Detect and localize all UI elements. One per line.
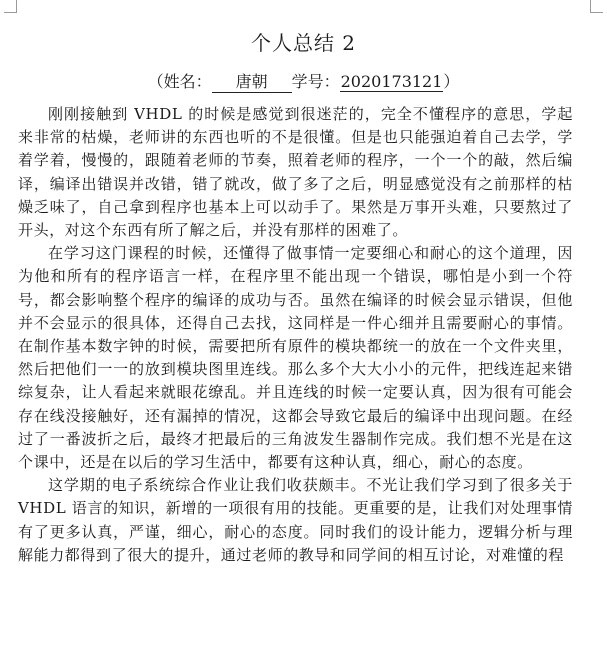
document-body [18, 103, 573, 567]
name-value: 唐朝 [212, 69, 292, 93]
info-close-paren: ） [443, 72, 460, 91]
paragraph-1: 刚刚接触到 VHDL 的时候是感觉到很迷茫的，完全不懂程序的意思，学起来非常的枯燥，老师讲的东西也听的不是很懂。但是也只能强迫着自己去学，学着学着，慢慢的，跟随着老师的节奏，照着老师的程序，一个一个的敲，然后编译，编译出错误并改错，错了就改，做了多了之后，明显感觉没有之前那样的枯燥乏味了，自己拿到程序也基本上可以动手了。果然是万事开头难，只要熬过了开头，对这个东西有所了解之后，并没有那样的困难了。 [18, 105, 573, 240]
student-id-value: 2020173121 [340, 72, 443, 91]
student-id-label: 学号： [291, 72, 340, 91]
page-corner-mark-left [4, 0, 17, 13]
paragraph-2: 在学习这门课程的时候，还懂得了做事情一定要细心和耐心的这个道理，因为他和所有的程序语言一样，在程序里不能出现一个错误，哪怕是小到一个符号，都会影响整个程序的编译的成功与否。虽然在编译的时候会显示错误，但他并不会显示的很具体，还得自己去找，这同样是一件心细并且需要耐心的事情。在制作基本数字钟的时候，需要把所有原件的模块都统一的放在一个文件夹里，然后把他们一一的放到模块图里连线。那么多个大大小小的元件，把线连起来错综复杂，让人看起来就眼花缭乱。并且连线的时候一定要认真，因为很有可能会存在线没接触好，还有漏掉的情况，这都会导致它最后的编译中出现问题。在经过了一番波折之后，最终才把最后的三角波发生器制作完成。我们想不光是在这个课中，还是在以后的学习生活中，都要有这种认真，细心，耐心的态度。 [18, 244, 573, 472]
document-title: 个人总结 2 [250, 31, 357, 55]
student-info-line [0, 69, 607, 93]
page-corner-mark-right [590, 0, 603, 13]
paragraph-3: 这学期的电子系统综合作业让我们收获颇丰。不光让我们学习到了很多关于 VHDL 语言的知识，新增的一项很有用的技能。更重要的是，让我们对处理事情有了更多认真，严谨，细心，耐心的态度。同时我们的设计能力，逻辑分析与理解能力都得到了很大的提升，通过老师的教导和同学间的相互讨论，对难懂的程 [18, 476, 573, 564]
info-open-paren: （ [147, 72, 164, 91]
name-label: 姓名： [163, 72, 212, 91]
